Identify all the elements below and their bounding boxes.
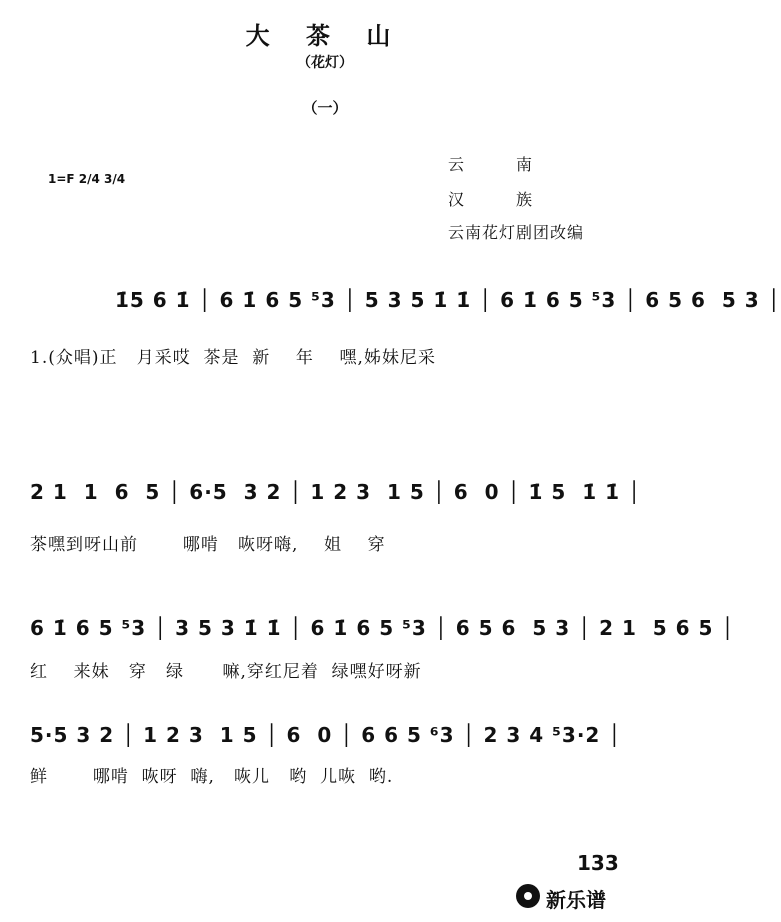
arranger-credit: 云南花灯剧团改编 (448, 223, 585, 242)
section-number: （一） (302, 99, 348, 117)
record-disc-icon (516, 884, 540, 908)
lyrics-row-4: 鲜 哪啃 咴呀 嗨, 咴儿 哟 儿咴 哟. (30, 767, 394, 787)
origin-ethnicity: 汉 族 (448, 190, 534, 209)
notation-row-4: 5·5 3 2 │ 1 2 3 1 5 │ 6 0 │ 6 6 5 ⁶3 │ 2 3 4 ⁵3·2 │ (30, 723, 622, 747)
key-signature: 1=F 2/4 3/4 (48, 172, 126, 186)
song-title: 大 茶 山 (245, 21, 405, 50)
lyrics-row-1: 1.(众唱)正 月采哎 茶是 新 年 嘿,姊妹尼采 (30, 348, 436, 368)
notation-row-2: 2 1 1 6 5 │ 6·5 3 2 │ 1 2 3 1 5 │ 6 0 │ 1̇ 5 1̇ 1̇ │ (30, 480, 642, 504)
genre-subtitle: （花灯） (297, 55, 353, 71)
origin-region: 云 南 (448, 155, 534, 174)
notation-row-1: 1̇5 6 1̇ │ 6 1̇ 6 5 ⁵3 │ 5 3 5 1̇ 1̇ │ 6 1̇ 6 5 ⁵3 │ 6 5 6 5 3 │ (115, 288, 781, 312)
lyrics-row-2: 茶嘿到呀山前 哪啃 咴呀嗨, 姐 穿 (30, 535, 386, 555)
notation-row-3: 6 1̇ 6 5 ⁵3 │ 3 5 3 1̇ 1̇ │ 6 1̇ 6 5 ⁵3 │ 6 5 6 5 3 │ 2 1 5 6 5 │ (30, 616, 735, 640)
site-logo-text: 新乐谱 (546, 888, 606, 912)
page-number: 133 (577, 851, 619, 875)
lyrics-row-3: 红 来妹 穿 绿 嘛,穿红尼着 绿嘿好呀新 (30, 662, 422, 682)
